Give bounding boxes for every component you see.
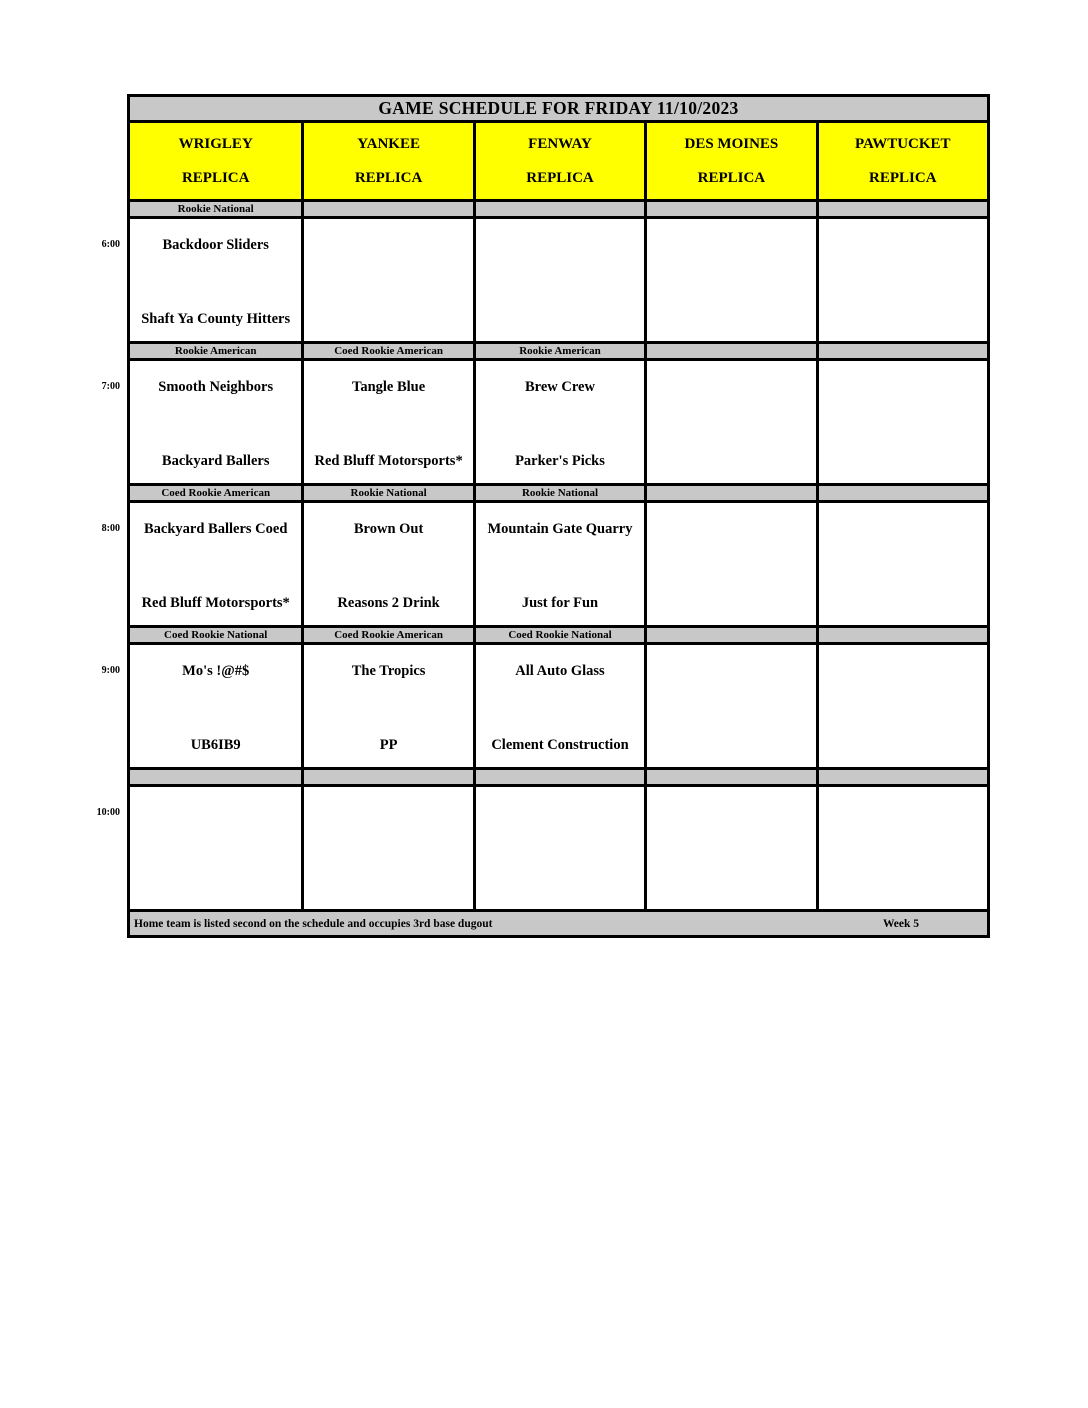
away-team: Mountain Gate Quarry: [487, 521, 633, 537]
home-team: Parker's Picks: [515, 453, 605, 469]
field-name: DES MOINES: [684, 136, 779, 152]
league-label: [644, 628, 815, 642]
league-label: [644, 486, 815, 500]
game-cell: [301, 219, 472, 341]
league-label: [816, 202, 987, 216]
league-label: [644, 770, 815, 784]
field-replica-label: REPLICA: [526, 170, 594, 186]
home-team: UB6IB9: [190, 737, 241, 753]
league-label: [644, 202, 815, 216]
field-header-pawtucket: [816, 123, 987, 199]
game-cell: [101, 645, 301, 767]
time-label: 10:00: [96, 807, 120, 818]
game-cell: [473, 787, 644, 909]
league-label-row: [130, 199, 987, 219]
game-cell: [816, 503, 987, 625]
league-label-row: [130, 483, 987, 503]
field-header-row: [130, 123, 987, 199]
league-label: Rookie American: [130, 344, 301, 358]
game-cell: [301, 503, 472, 625]
field-header-fenway: [473, 123, 644, 199]
week-label: Week 5: [882, 917, 920, 930]
home-team: Reasons 2 Drink: [337, 595, 440, 611]
league-label: [816, 486, 987, 500]
home-team: Shaft Ya County Hitters: [141, 311, 291, 327]
league-label: Coed Rookie American: [301, 628, 472, 642]
time-label: 9:00: [101, 665, 120, 676]
game-cell: [301, 787, 472, 909]
game-cell: [816, 219, 987, 341]
field-replica-label: REPLICA: [869, 170, 937, 186]
game-cell: [644, 787, 815, 909]
league-label: Rookie National: [130, 202, 301, 216]
league-label: [301, 202, 472, 216]
game-cell: [473, 361, 644, 483]
league-label: Coed Rookie National: [473, 628, 644, 642]
field-header-wrigley: [130, 123, 301, 199]
home-team: Clement Construction: [491, 737, 629, 753]
league-label-row: [130, 625, 987, 645]
game-cell: [644, 645, 815, 767]
field-name: WRIGLEY: [178, 136, 253, 152]
league-label: Rookie National: [473, 486, 644, 500]
game-cell: [816, 645, 987, 767]
schedule-title: GAME SCHEDULE FOR FRIDAY 11/10/2023: [130, 97, 987, 123]
game-cell: [473, 645, 644, 767]
game-cell: [644, 219, 815, 341]
game-row: [101, 503, 987, 625]
league-label: [130, 770, 301, 784]
home-team: PP: [379, 737, 398, 753]
league-label: [301, 770, 472, 784]
schedule-body: [96, 199, 987, 909]
league-label: [816, 628, 987, 642]
home-team: Red Bluff Motorsports*: [141, 595, 290, 611]
league-label: [473, 770, 644, 784]
game-cell: [644, 503, 815, 625]
home-team: Red Bluff Motorsports*: [314, 453, 463, 469]
league-label: Rookie American: [473, 344, 644, 358]
game-cell: [473, 503, 644, 625]
away-team: Tangle Blue: [351, 379, 426, 395]
game-row: [96, 787, 987, 909]
field-name: PAWTUCKET: [855, 136, 951, 152]
league-label: Rookie National: [301, 486, 472, 500]
game-cell: [101, 219, 301, 341]
time-label: 8:00: [101, 523, 120, 534]
game-cell: [96, 787, 301, 909]
schedule-table: [96, 94, 990, 938]
game-cell: [644, 361, 815, 483]
league-label: Coed Rookie American: [130, 486, 301, 500]
field-header-des-moines: [644, 123, 815, 199]
field-name: YANKEE: [357, 136, 420, 152]
away-team: All Auto Glass: [515, 663, 605, 679]
away-team: Backdoor Sliders: [162, 237, 269, 253]
field-header-yankee: [301, 123, 472, 199]
footer-row: [130, 909, 987, 935]
league-label: [816, 344, 987, 358]
field-name: FENWAY: [528, 136, 592, 152]
field-replica-label: REPLICA: [697, 170, 766, 186]
away-team: The Tropics: [351, 663, 426, 679]
league-label: [644, 344, 815, 358]
time-label: 6:00: [101, 239, 120, 250]
home-team: Backyard Ballers: [161, 453, 270, 469]
league-label: [473, 202, 644, 216]
home-team: Just for Fun: [521, 595, 599, 611]
game-row: [101, 645, 987, 767]
game-cell: [101, 503, 301, 625]
away-team: Backyard Ballers Coed: [144, 521, 288, 537]
away-team: Mo's !@#$: [182, 663, 250, 679]
away-team: Smooth Neighbors: [158, 379, 274, 395]
game-cell: [301, 361, 472, 483]
league-label: Coed Rookie National: [130, 628, 301, 642]
field-replica-label: REPLICA: [181, 170, 250, 186]
game-cell: [101, 361, 301, 483]
game-row: [101, 219, 987, 341]
game-row: [101, 361, 987, 483]
game-cell: [301, 645, 472, 767]
time-label: 7:00: [101, 381, 120, 392]
league-label-row: [130, 341, 987, 361]
game-cell: [816, 361, 987, 483]
away-team: Brown Out: [353, 521, 424, 537]
game-cell: [473, 219, 644, 341]
league-label: [816, 770, 987, 784]
footer-note: Home team is listed second on the schedule and occupies 3rd base dugout: [134, 917, 493, 930]
away-team: Brew Crew: [525, 379, 595, 395]
league-label-row: [130, 767, 987, 787]
game-cell: [816, 787, 987, 909]
field-replica-label: REPLICA: [354, 170, 423, 186]
league-label: Coed Rookie American: [301, 344, 472, 358]
